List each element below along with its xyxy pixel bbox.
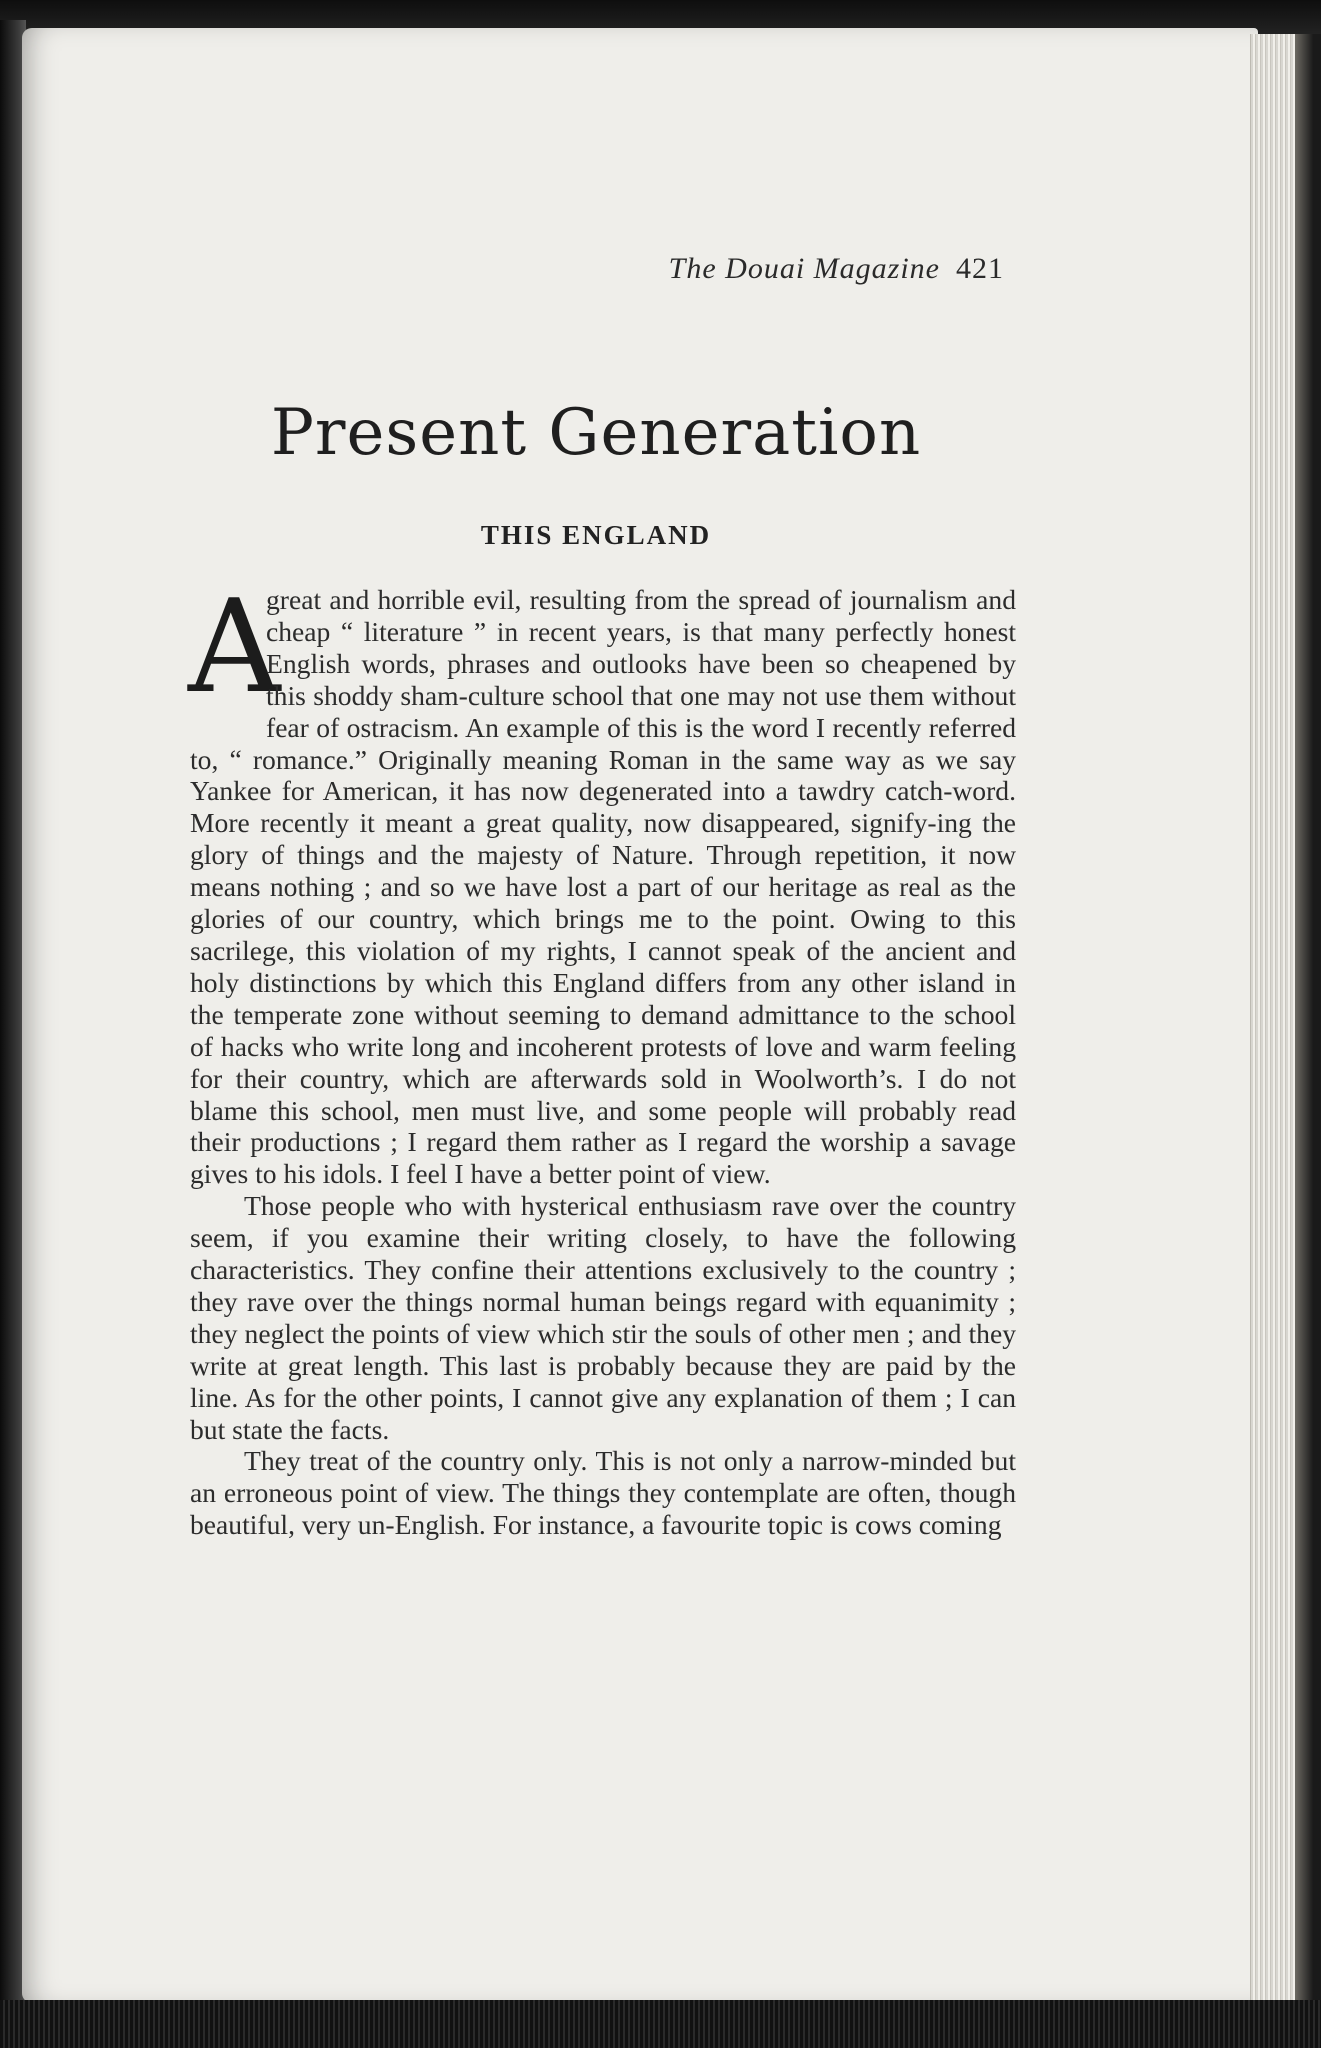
paragraph-3: They treat of the country only. This is not only a narrow-minded but an erroneous point of view. The things they contemplate are often, though beautiful, very un-English. For instance, a favourite topic is cows coming (190, 1445, 1016, 1541)
article-title: Present Generation (270, 396, 922, 470)
paragraph-1 (188, 573, 1016, 1190)
article-body (188, 573, 1016, 1541)
page-number: 421 (956, 252, 1004, 285)
drop-cap: A (188, 573, 281, 722)
paragraph-2: Those people who with hysterical enthusiasm rave over the country seem, if you examine their writing closely, to have the following characteristics. They confine their attentions exclusively to the country ; they rave over the things normal human beings regard with equanimity ; they neglect the points of view which stir the souls of other men ; and they write at great length. This last is probably because they are paid by the line. As for the other points, I cannot give any explanation of them ; I can but state the facts. (190, 1190, 1016, 1445)
article-subtitle: THIS ENGLAND (480, 520, 712, 550)
page-edges (1250, 34, 1313, 2002)
magazine-title: The Douai Magazine (668, 252, 940, 285)
scan-bottom-border (0, 2000, 1321, 2048)
paragraph-text: great and horrible evil, resulting from the spread of journalism and cheap “ literature ” in recent years, is that many perfectly honest English words, phrases and outlooks have been so cheapened by this shoddy sham-culture school that one may not use them without fear of ostracism. An example of this is the word I recently referred to, “ romance.” Originally meaning Roman in the same way as we say Yankee for American, it has now degenerated into a tawdry catch-word. More recently it meant a great quality, now disappeared, signify-ing the glory of things and the majesty of Nature. Through repetition, it now means nothing ; and so we have lost a part of our heritage as real as the glories of our country, which brings me to the point. Owing to this sacrilege, this violation of my rights, I cannot speak of the ancient and holy distinctions by which this England differs from any other island in the temperate zone without seeming to demand admittance to the school of hacks who write long and incoherent protests of love and warm feeling for their country, which are afterwards sold in Woolworth’s. I do not blame this school, men must live, and some people will probably read their productions ; I regard them rather as I regard the worship a savage gives to his idols. I feel I have a better point of view. (190, 584, 1016, 1190)
running-header (620, 252, 1004, 286)
